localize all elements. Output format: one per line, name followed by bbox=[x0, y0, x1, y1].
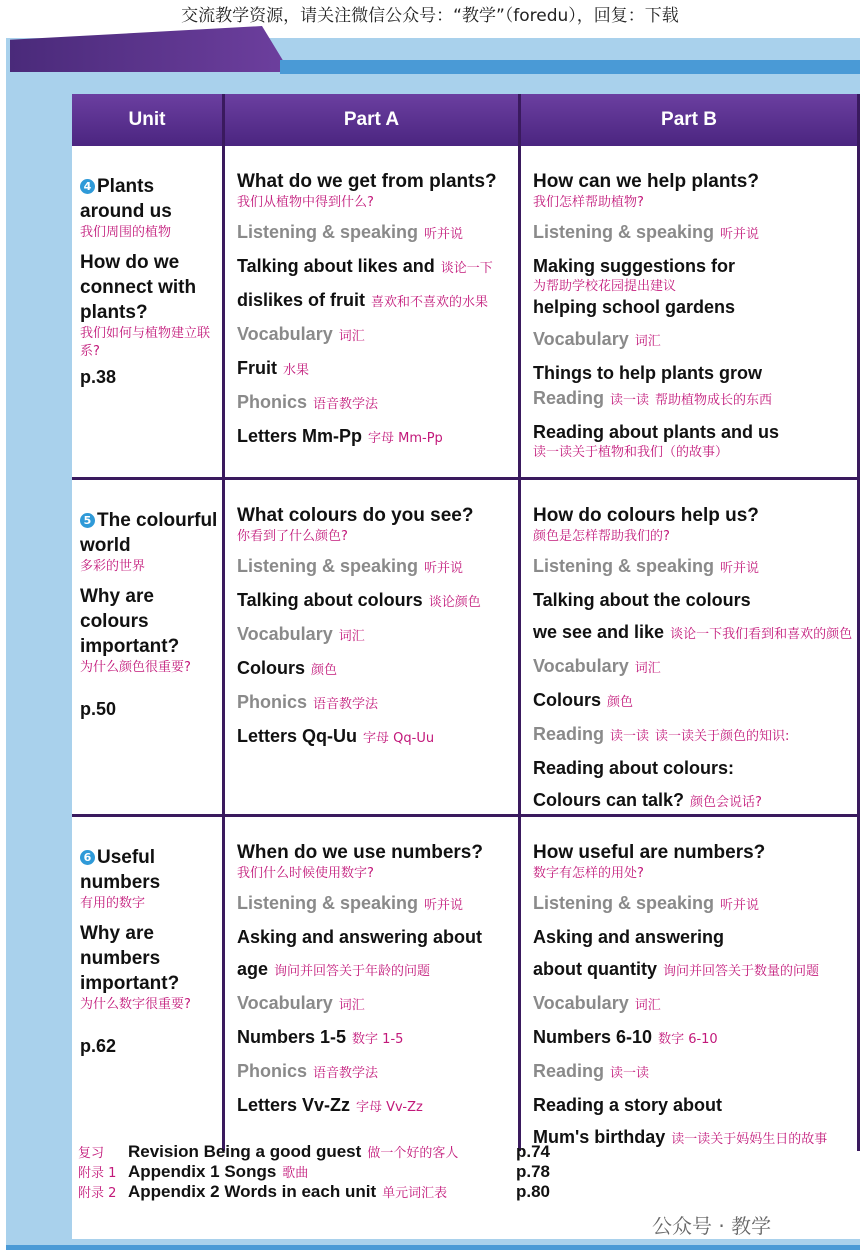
unit-title: Plants around us bbox=[80, 176, 172, 222]
appendix-page: p.74 bbox=[516, 1142, 551, 1161]
unit-number-badge: 4 bbox=[80, 179, 95, 194]
section-text: Colours bbox=[237, 658, 306, 678]
unit-row bbox=[72, 816, 859, 1152]
section-label-cn: 词汇 bbox=[338, 998, 365, 1013]
top-note: 交流教学资源，请关注微信公众号：“教学”（foredu），回复：下载 bbox=[181, 6, 679, 26]
section-text: Letters Qq-Uu bbox=[237, 726, 358, 746]
section-text-cn: 询问并回答关于年龄的问题 bbox=[274, 964, 431, 979]
appendix-title-cn: 做一个好的客人 bbox=[367, 1146, 459, 1161]
section-label: Vocabulary bbox=[237, 993, 333, 1013]
section-label-cn: 词汇 bbox=[634, 334, 661, 349]
section-label-cn: 读一读 bbox=[610, 1066, 650, 1081]
unit-title-cn: 我们周围的植物 bbox=[80, 225, 172, 240]
section-text: Asking and answering about bbox=[237, 927, 483, 947]
section-text-cn: 数字 1-5 bbox=[352, 1032, 404, 1047]
appendix-title: Appendix 1 Songs bbox=[128, 1162, 277, 1181]
appendix-tag: 复习 bbox=[78, 1146, 105, 1161]
section-label-cn: 词汇 bbox=[634, 661, 661, 676]
section-label: Reading bbox=[533, 388, 605, 408]
section-label: Listening & speaking bbox=[237, 222, 419, 242]
appendix-row bbox=[78, 1182, 618, 1202]
appendix-title-cn: 歌曲 bbox=[282, 1166, 309, 1181]
wechat-label: 公众号 · 教学 bbox=[652, 1214, 772, 1238]
section-text-cn: 为帮助学校花园提出建议 bbox=[533, 279, 677, 294]
header-unit: Unit bbox=[72, 94, 224, 146]
section-label-cn: 听并说 bbox=[424, 227, 464, 242]
unit-page: p.62 bbox=[80, 1036, 117, 1056]
section-text: about quantity bbox=[533, 959, 657, 979]
section-text: Mum's birthday bbox=[533, 1127, 666, 1147]
section-text: Asking and answering bbox=[533, 927, 725, 947]
section-label-cn: 听并说 bbox=[720, 561, 760, 576]
part-question: What colours do you see? bbox=[237, 505, 474, 526]
part-a-cell bbox=[224, 479, 520, 816]
section-text-cn: 读一读关于颜色的知识: bbox=[655, 729, 790, 744]
part-question-cn: 我们从植物中得到什么? bbox=[237, 195, 374, 210]
unit-cell bbox=[72, 146, 224, 479]
section-text: Making suggestions for bbox=[533, 256, 736, 276]
part-question-cn: 我们怎样帮助植物? bbox=[533, 195, 644, 210]
section-text: Letters Vv-Zz bbox=[237, 1095, 351, 1115]
part-a-cell bbox=[224, 146, 520, 479]
section-label-cn: 词汇 bbox=[338, 329, 365, 344]
section-text-cn: 颜色 bbox=[607, 695, 634, 710]
section-text: Colours bbox=[533, 690, 602, 710]
section-label: Vocabulary bbox=[533, 329, 629, 349]
section-text: Letters Mm-Pp bbox=[237, 426, 363, 446]
section-text-cn: 字母 Vv-Zz bbox=[356, 1100, 423, 1115]
unit-row bbox=[72, 479, 859, 816]
unit-title-cn: 有用的数字 bbox=[80, 896, 146, 911]
unit-title-cn: 多彩的世界 bbox=[80, 559, 146, 574]
section-text-cn: 字母 Mm-Pp bbox=[368, 431, 443, 446]
unit-row bbox=[72, 146, 859, 479]
section-text-cn: 水果 bbox=[283, 363, 310, 378]
section-label-cn: 词汇 bbox=[338, 629, 365, 644]
section-text: Talking about likes and bbox=[237, 256, 435, 276]
section-label: Reading bbox=[533, 1061, 605, 1081]
section-text: Talking about the colours bbox=[533, 590, 751, 610]
appendix-row bbox=[78, 1162, 618, 1182]
unit-cell bbox=[72, 479, 224, 816]
section-text: Fruit bbox=[237, 358, 277, 378]
contents-table bbox=[72, 94, 860, 1151]
part-question: How can we help plants? bbox=[533, 171, 759, 192]
section-label-cn: 词汇 bbox=[634, 998, 661, 1013]
appendix-tag: 附录 1 bbox=[78, 1166, 117, 1181]
section-label-cn: 听并说 bbox=[424, 898, 464, 913]
section-text: Things to help plants grow bbox=[533, 363, 762, 383]
section-text: Colours can talk? bbox=[533, 790, 685, 810]
section-text-cn: 读一读关于妈妈生日的故事 bbox=[671, 1132, 828, 1147]
section-text-cn: 谈论颜色 bbox=[428, 595, 481, 610]
unit-cell bbox=[72, 816, 224, 1152]
section-label: Listening & speaking bbox=[533, 893, 715, 913]
section-label: Listening & speaking bbox=[533, 556, 715, 576]
section-label-cn: 语音教学法 bbox=[313, 397, 379, 412]
section-label: Listening & speaking bbox=[237, 556, 419, 576]
part-b-cell bbox=[520, 146, 859, 479]
part-question: When do we use numbers? bbox=[237, 842, 483, 863]
section-label: Phonics bbox=[237, 1061, 308, 1081]
header-part-a: Part A bbox=[224, 94, 520, 146]
section-text: Talking about colours bbox=[237, 590, 423, 610]
section-label: Vocabulary bbox=[237, 624, 333, 644]
section-label: Listening & speaking bbox=[533, 222, 715, 242]
part-a-cell bbox=[224, 816, 520, 1152]
section-text: Reading about plants and us bbox=[533, 422, 780, 442]
section-text-cn: 字母 Qq-Uu bbox=[363, 731, 435, 746]
section-label-cn: 听并说 bbox=[720, 898, 760, 913]
section-text-cn: 颜色会说话? bbox=[690, 795, 762, 810]
section-text: helping school gardens bbox=[533, 297, 736, 317]
section-text: Reading a story about bbox=[533, 1095, 723, 1115]
section-text-cn: 谈论一下 bbox=[440, 261, 493, 276]
appendix-title-cn: 单元词汇表 bbox=[382, 1186, 448, 1201]
section-text: Numbers 6-10 bbox=[533, 1027, 653, 1047]
unit-page: p.50 bbox=[80, 699, 117, 719]
appendix-page: p.80 bbox=[516, 1182, 551, 1201]
part-b-cell bbox=[520, 479, 859, 816]
section-text-cn: 询问并回答关于数量的问题 bbox=[663, 964, 820, 979]
unit-title: The colourful world bbox=[80, 510, 218, 556]
section-text-cn: 帮助植物成长的东西 bbox=[655, 393, 773, 408]
appendix-title: Appendix 2 Words in each unit bbox=[128, 1182, 377, 1201]
section-label: Phonics bbox=[237, 692, 308, 712]
part-question-cn: 你看到了什么颜色? bbox=[237, 529, 348, 544]
section-text: age bbox=[237, 959, 269, 979]
part-question: How do colours help us? bbox=[533, 505, 759, 526]
part-question-cn: 颜色是怎样帮助我们的? bbox=[533, 529, 670, 544]
header-part-b: Part B bbox=[520, 94, 859, 146]
section-text-cn: 读一读关于植物和我们（的故事） bbox=[533, 445, 729, 460]
appendix-title: Revision Being a good guest bbox=[128, 1142, 362, 1161]
unit-title: Useful numbers bbox=[80, 847, 161, 893]
section-label: Vocabulary bbox=[533, 656, 629, 676]
section-text-cn: 数字 6-10 bbox=[658, 1032, 718, 1047]
part-question: How useful are numbers? bbox=[533, 842, 766, 863]
appendix-row bbox=[78, 1142, 618, 1162]
section-label-cn: 语音教学法 bbox=[313, 1066, 379, 1081]
decorative-band bbox=[10, 26, 290, 72]
unit-page: p.38 bbox=[80, 367, 117, 387]
bottom-stripe bbox=[6, 1245, 860, 1250]
section-label: Vocabulary bbox=[533, 993, 629, 1013]
unit-question: Why are colours important? bbox=[80, 586, 180, 657]
appendix-tag: 附录 2 bbox=[78, 1186, 117, 1201]
unit-question-cn: 为什么数字很重要? bbox=[80, 997, 191, 1012]
section-text: Numbers 1-5 bbox=[237, 1027, 347, 1047]
unit-question: How do we connect with plants? bbox=[80, 252, 197, 323]
section-label-cn: 听并说 bbox=[720, 227, 760, 242]
section-label: Listening & speaking bbox=[237, 893, 419, 913]
part-question-cn: 数字有怎样的用处? bbox=[533, 866, 644, 881]
decorative-stripe bbox=[280, 60, 860, 74]
unit-question-cn: 我们如何与植物建立联系? bbox=[80, 326, 211, 359]
section-text-cn: 喜欢和不喜欢的水果 bbox=[371, 295, 489, 310]
part-question: What do we get from plants? bbox=[237, 171, 497, 192]
unit-question-cn: 为什么颜色很重要? bbox=[80, 660, 191, 675]
section-label: Phonics bbox=[237, 392, 308, 412]
appendix-page: p.78 bbox=[516, 1162, 551, 1181]
section-text: Reading about colours: bbox=[533, 758, 735, 778]
appendix-list bbox=[78, 1142, 618, 1202]
section-label-cn: 读一读 bbox=[610, 729, 650, 744]
unit-number-badge: 5 bbox=[80, 513, 95, 528]
section-label-cn: 读一读 bbox=[610, 393, 650, 408]
part-question-cn: 我们什么时候使用数字? bbox=[237, 866, 374, 881]
section-text-cn: 谈论一下我们看到和喜欢的颜色 bbox=[670, 627, 853, 642]
part-b-cell bbox=[520, 816, 859, 1152]
section-text: we see and like bbox=[533, 622, 665, 642]
section-text: dislikes of fruit bbox=[237, 290, 366, 310]
section-text-cn: 颜色 bbox=[311, 663, 338, 678]
section-label-cn: 听并说 bbox=[424, 561, 464, 576]
section-label-cn: 语音教学法 bbox=[313, 697, 379, 712]
unit-number-badge: 6 bbox=[80, 850, 95, 865]
unit-question: Why are numbers important? bbox=[80, 923, 180, 994]
section-label: Reading bbox=[533, 724, 605, 744]
section-label: Vocabulary bbox=[237, 324, 333, 344]
